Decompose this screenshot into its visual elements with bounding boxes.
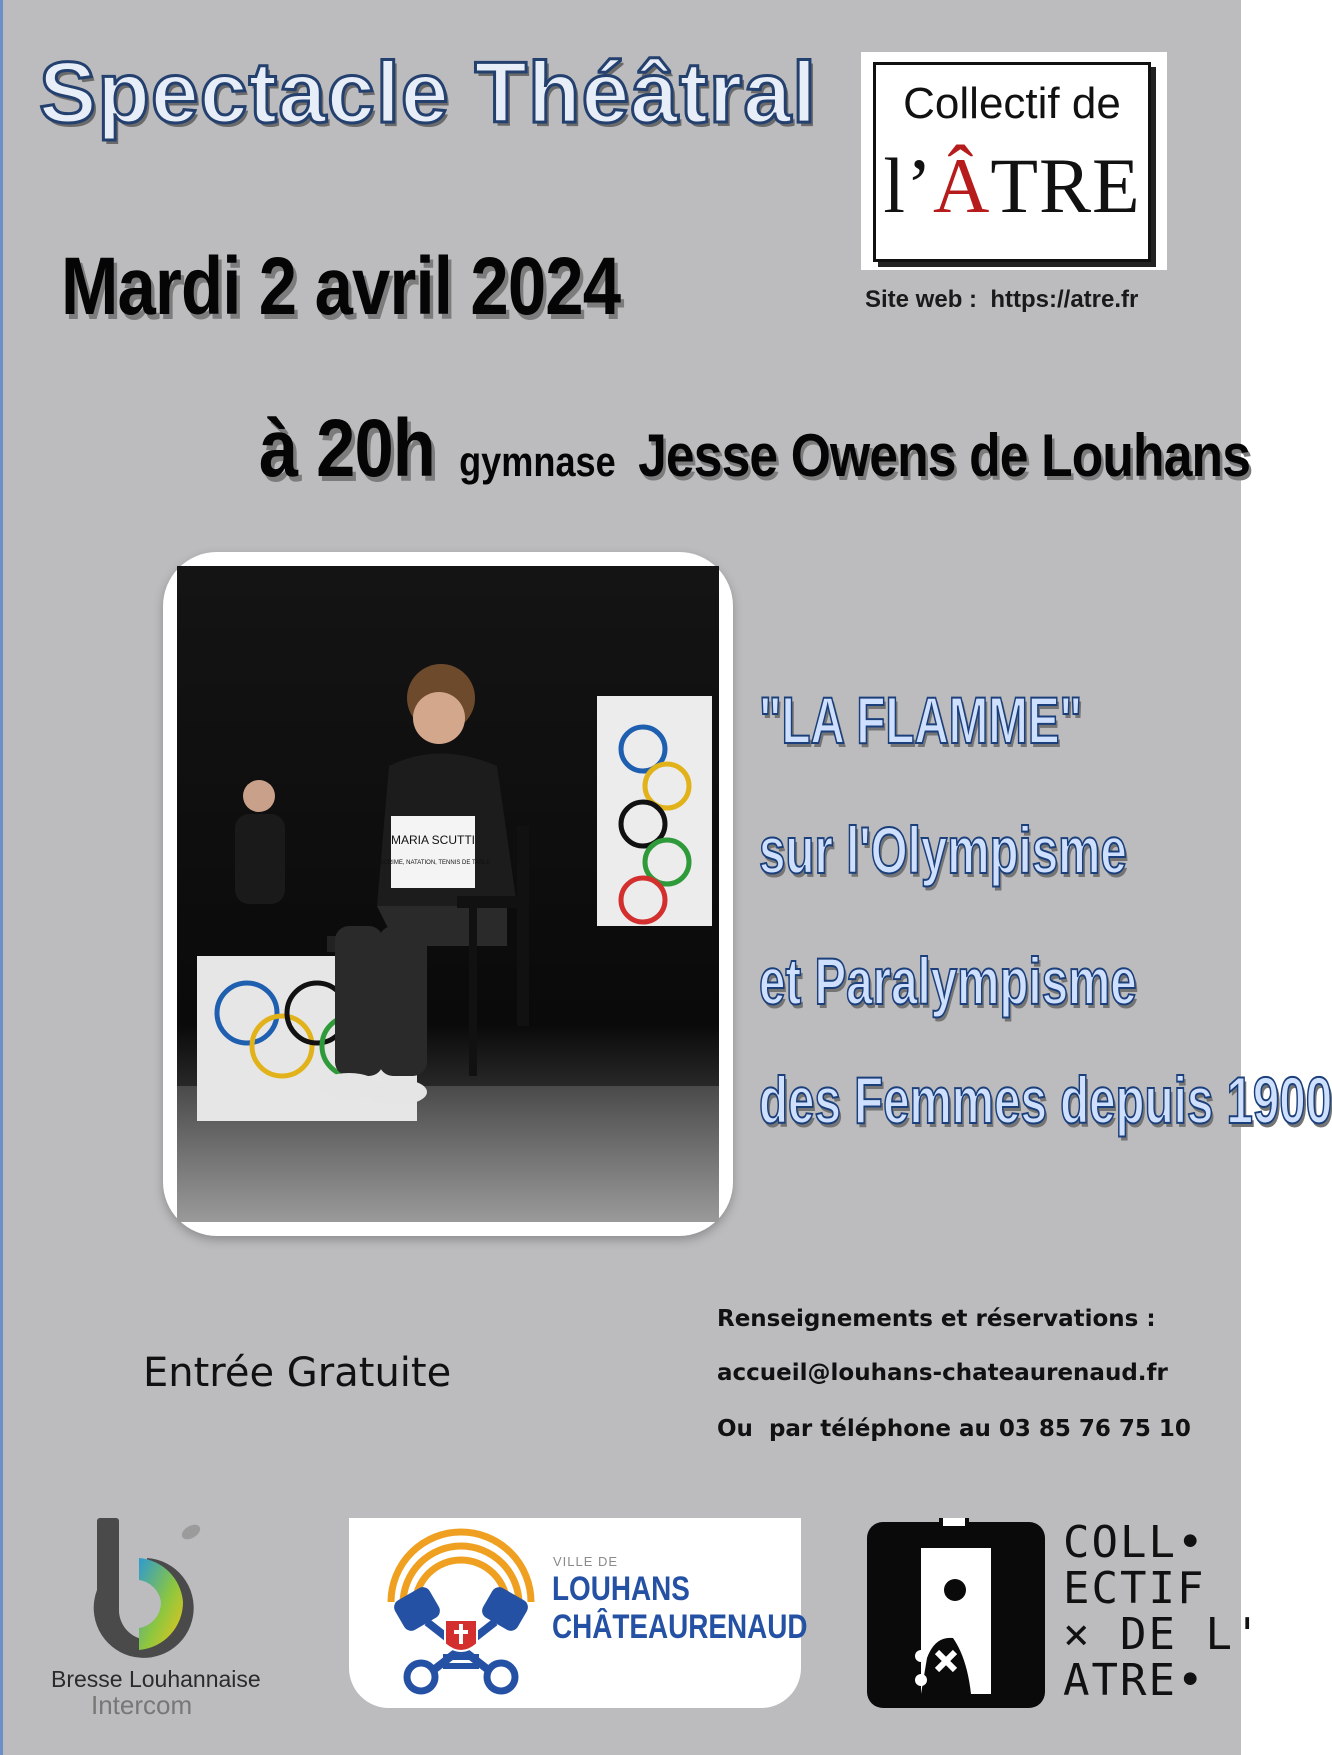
ville-small-label: VILLE DE xyxy=(553,1554,619,1569)
contact-email[interactable]: accueil@louhans-chateaurenaud.fr xyxy=(717,1360,1168,1386)
website-link[interactable]: Site web : https://atre.fr xyxy=(865,286,1139,313)
sign-name: MARIA SCUTTI xyxy=(390,833,476,847)
bresse-sub: Intercom xyxy=(91,1690,193,1720)
ville-name-line2: CHÂTEAURENAUD xyxy=(552,1608,808,1646)
contact-heading: Renseignements et réservations : xyxy=(717,1306,1156,1332)
event-time-venue xyxy=(259,402,1250,496)
logo-suffix: TRE xyxy=(990,142,1141,229)
stage-photo xyxy=(177,566,719,1222)
show-title: "LA FLAMME" xyxy=(759,683,1083,757)
admission-text: Entrée Gratuite xyxy=(143,1350,452,1396)
show-line-4: des Femmes depuis 1900 xyxy=(759,1063,1332,1137)
logo-prefix: l’ xyxy=(883,142,933,229)
collectif-atre-wordmark: COLL• ECTIF × DE L' ATRE• xyxy=(1063,1517,1263,1706)
sign-sub: ESCRIME, NATATION, TENNIS DE TABLE xyxy=(375,860,491,866)
collectif-logo-line2 xyxy=(876,141,1148,231)
poster-title: Spectacle Théâtral xyxy=(39,45,818,141)
collectif-logo-line1: Collectif de xyxy=(903,79,1121,128)
contact-phone[interactable]: Ou par téléphone au 03 85 76 75 10 xyxy=(717,1416,1191,1442)
collectif-logo-frame xyxy=(873,62,1151,262)
ville-name-line1: LOUHANS xyxy=(552,1570,690,1608)
event-time: à 20h xyxy=(259,403,436,494)
collectif-logo xyxy=(861,52,1167,270)
venue-name: Jesse Owens de Louhans xyxy=(638,422,1251,489)
venue-prefix: gymnase xyxy=(459,438,616,485)
bresse-name: Bresse Louhannaise xyxy=(51,1666,261,1692)
photo-frame xyxy=(163,552,733,1236)
collectif-atre-icon xyxy=(867,1518,1045,1708)
stage-photo-illustration xyxy=(177,566,719,1222)
louhans-crest-icon xyxy=(381,1532,541,1692)
event-date: Mardi 2 avril 2024 xyxy=(61,241,621,332)
show-line-2: sur l'Olympisme xyxy=(759,813,1127,887)
olympic-flag-hanging xyxy=(597,696,712,926)
show-line-3: et Paralympisme xyxy=(759,944,1137,1018)
logo-accent: Â xyxy=(932,142,991,229)
